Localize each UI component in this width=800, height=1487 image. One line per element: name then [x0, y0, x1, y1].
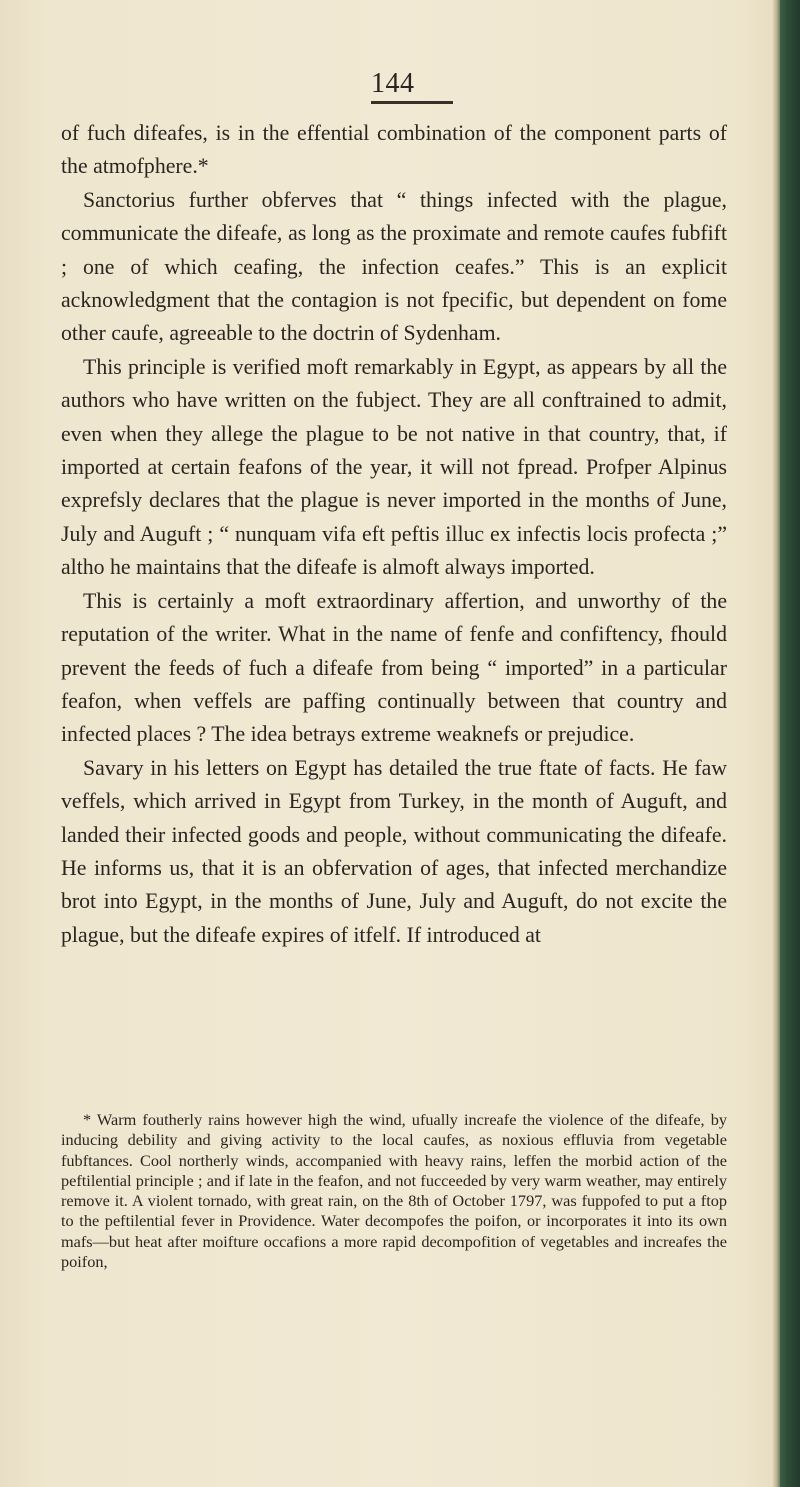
- book-spine: [780, 0, 800, 1487]
- footnote-text: * Warm foutherly rains however high the wind, ufually increafe the violence of the difeafe, by inducing debility and giving activity to the local caufes, as noxious effluvia from vegetable fubftances. Cool northerly winds, accompanied with heavy rains, leffen the morbid action of the peftilential principle ; and if late in the feafon, and not fucceeded by very warm weather, may entirely remove it. A violent tornado, with great rain, on the 8th of October 1797, was fuppofed to put a ftop to the peftilential fever in Providence. Water decompofes the poifon, or incorporates it into its own mafs—but heat after moifture occafions a more rapid decompofition of vegetables and increafes the poifon,: [61, 1110, 727, 1272]
- page-number: 144: [371, 68, 415, 99]
- footnote: [61, 1110, 727, 1272]
- paragraph: Sanctorius further obferves that “ things infected with the plague, communicate the difeafe, as long as the proximate and remote caufes fubfift ; one of which ceafing, the infection ceafes.” This is an explicit acknowledgment that the contagion is not fpecific, but dependent on fome other caufe, agreeable to the doctrin of Sydenham.: [61, 187, 727, 346]
- paragraph: of fuch difeafes, is in the effential combination of the component parts of the atmofphere.*: [61, 121, 727, 179]
- page-edge-shadow: [772, 0, 780, 1487]
- header-rule: [371, 101, 453, 104]
- paragraph: This principle is verified moft remarkably in Egypt, as appears by all the authors who have written on the fubject. They are all conftrained to admit, even when they allege the plague to be not native in that country, that, if imported at certain feafons of the year, it will not fpread. Profper Alpinus exprefsly declares that the plague is never imported in the months of June, July and Auguft ; “ nunquam vifa eft peftis illuc ex infectis locis profecta ;” altho he maintains that the difeafe is almoft always imported.: [61, 354, 727, 580]
- paragraph: This is certainly a moft extraordinary affertion, and unworthy of the reputation of the writer. What in the name of fenfe and confiftency, fhould prevent the feeds of fuch a difeafe from being “ imported” in a particular feafon, when veffels are paffing continually between that country and infected places ? The idea betrays extreme weaknefs or prejudice.: [61, 588, 727, 747]
- paragraph: Savary in his letters on Egypt has detailed the true ftate of facts. He faw veffels, which arrived in Egypt from Turkey, in the month of Auguft, and landed their infected goods and people, without communicating the difeafe. He informs us, that it is an obfervation of ages, that infected merchandize brot into Egypt, in the months of June, July and Auguft, do not excite the plague, but the difeafe expires of itfelf. If introduced at: [61, 755, 727, 947]
- main-text: [61, 117, 727, 952]
